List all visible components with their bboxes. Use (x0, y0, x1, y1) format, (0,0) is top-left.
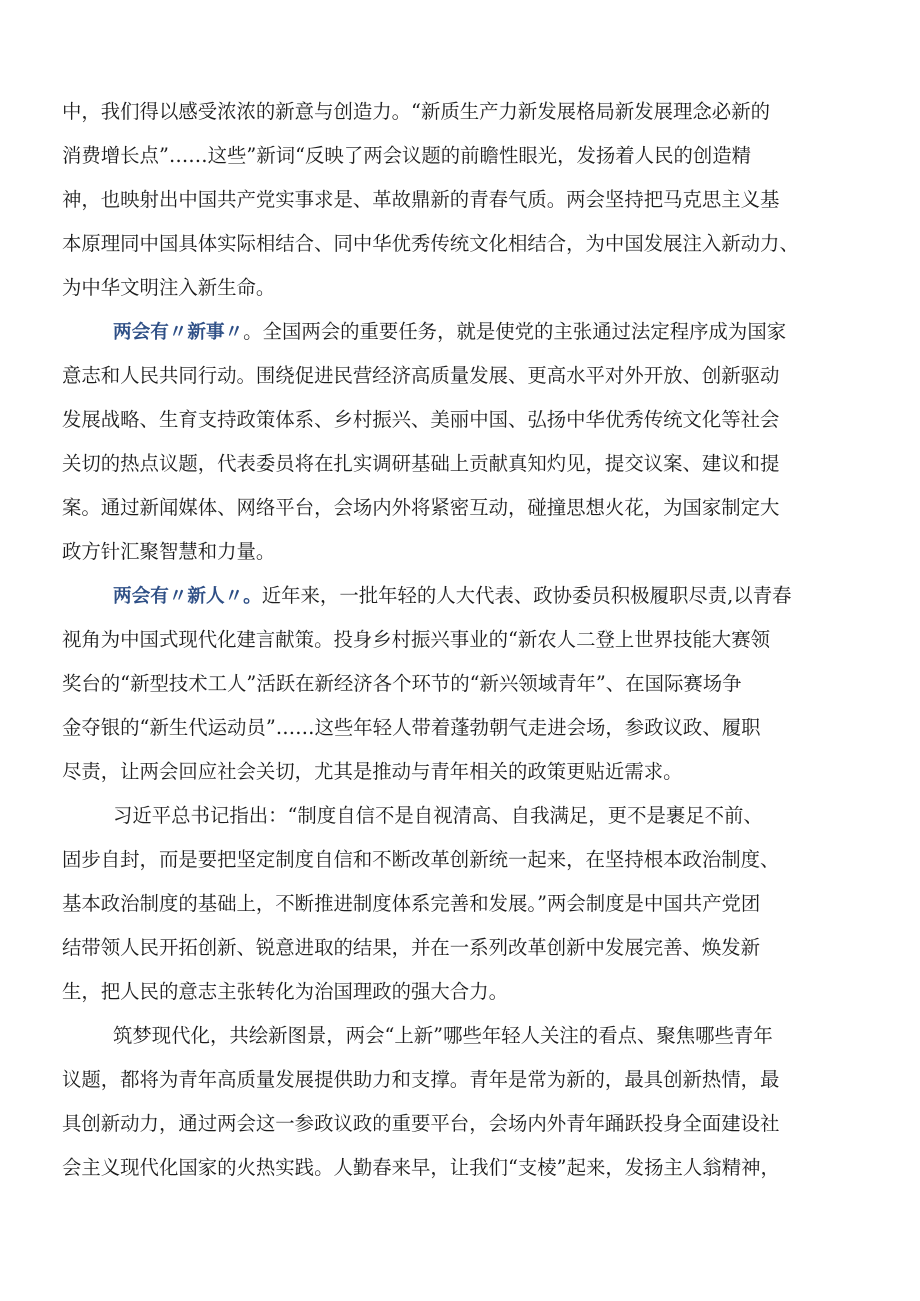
paragraph-2-line-4: 关切的热点议题，代表委员将在扎实调研基础上贡献真知灼见，提交议案、建议和提 (62, 452, 780, 475)
paragraph-2-line-2: 意志和人民共同行动。围绕促进民营经济高质量发展、更高水平对外开放、创新驱动 (62, 364, 780, 387)
paragraph-4-line-2: 固步自封，而是要把坚定制度自信和不断改革创新统一起来，在坚持根本政治制度、 (62, 848, 780, 871)
paragraph-3-line-4: 金夺银的“新生代运动员”……这些年轻人带着蓬勃朝气走进会场，参政议政、履职 (62, 716, 761, 739)
paragraph-2-line-6: 政方针汇聚智慧和力量。 (62, 540, 276, 563)
paragraph-5-line-1: 筑梦现代化，共绘新图景，两会“上新”哪些年轻人关注的看点、聚焦哪些青年 (113, 1024, 773, 1047)
paragraph-2-first-text: 。全国两会的重要任务，就是使党的主张通过法定程序成为国家 (243, 320, 787, 343)
paragraph-2-line-3: 发展战略、生育支持政策体系、乡村振兴、美丽中国、弘扬中华优秀传统文化等社会 (62, 408, 780, 431)
paragraph-3-line-2: 视角为中国式现代化建言献策。投身乡村振兴事业的“新农人二登上世界技能大赛领 (62, 628, 770, 651)
paragraph-3-line-3: 奖台的“新型技术工人”活跃在新经济各个环节的“新兴领域青年”、在国际赛场争 (62, 672, 742, 695)
section-heading-new-people: 两会有〃新人〃。 (113, 586, 262, 607)
paragraph-4-line-3: 基本政治制度的基础上，不断推进制度体系完善和发展。”两会制度是中国共产党团 (62, 892, 761, 915)
paragraph-2-line-1 (113, 318, 786, 346)
paragraph-5-line-2: 议题，都将为青年高质量发展提供助力和支撑。青年是常为新的，最具创新热情，最 (62, 1068, 780, 1091)
paragraph-1-line-5: 为中华文明注入新生命。 (62, 276, 276, 299)
paragraph-4-line-1: 习近平总书记指出：“制度自信不是自视清高、自我满足，更不是裹足不前、 (113, 804, 763, 827)
paragraph-2-line-5: 案。通过新闻媒体、网络平台，会场内外将紧密互动，碰撞思想火花，为国家制定大 (62, 496, 780, 519)
paragraph-1-line-1: 中，我们得以感受浓浓的新意与创造力。“新质生产力新发展格局新发展理念必新的 (62, 100, 770, 123)
paragraph-5-line-3: 具创新动力，通过两会这一参政议政的重要平台，会场内外青年踊跃投身全面建设社 (62, 1112, 780, 1135)
paragraph-4-line-5: 生，把人民的意志主张转化为治国理政的强大合力。 (62, 980, 508, 1003)
paragraph-1-line-4: 本原理同中国具体实际相结合、同中华优秀传统文化相结合，为中国发展注入新动力、 (62, 232, 799, 255)
paragraph-3-line-5: 尽责，让两会回应社会关切，尤其是推动与青年相关的政策更贴近需求。 (62, 760, 683, 783)
paragraph-1-line-2: 消费增长点”……这些”新词“反映了两会议题的前瞻性眼光，发扬着人民的创造精 (62, 144, 752, 167)
paragraph-3-first-text: 近年来，一批年轻的人大代表、政协委员积极履职尽责,以青春 (261, 584, 792, 607)
paragraph-5-line-4: 会主义现代化国家的火热实践。人勤春来早，让我们“支棱”起来，发扬主人翁精神， (62, 1156, 780, 1179)
section-heading-new-affairs: 两会有〃新事〃 (113, 322, 244, 343)
paragraph-4-line-4: 结带领人民开拓创新、锐意进取的结果，并在一系列改革创新中发展完善、焕发新 (62, 936, 761, 959)
paragraph-3-line-1 (113, 582, 791, 610)
paragraph-1-line-3: 神，也映射出中国共产党实事求是、革故鼎新的青春气质。两会坚持把马克思主义基 (62, 188, 780, 211)
